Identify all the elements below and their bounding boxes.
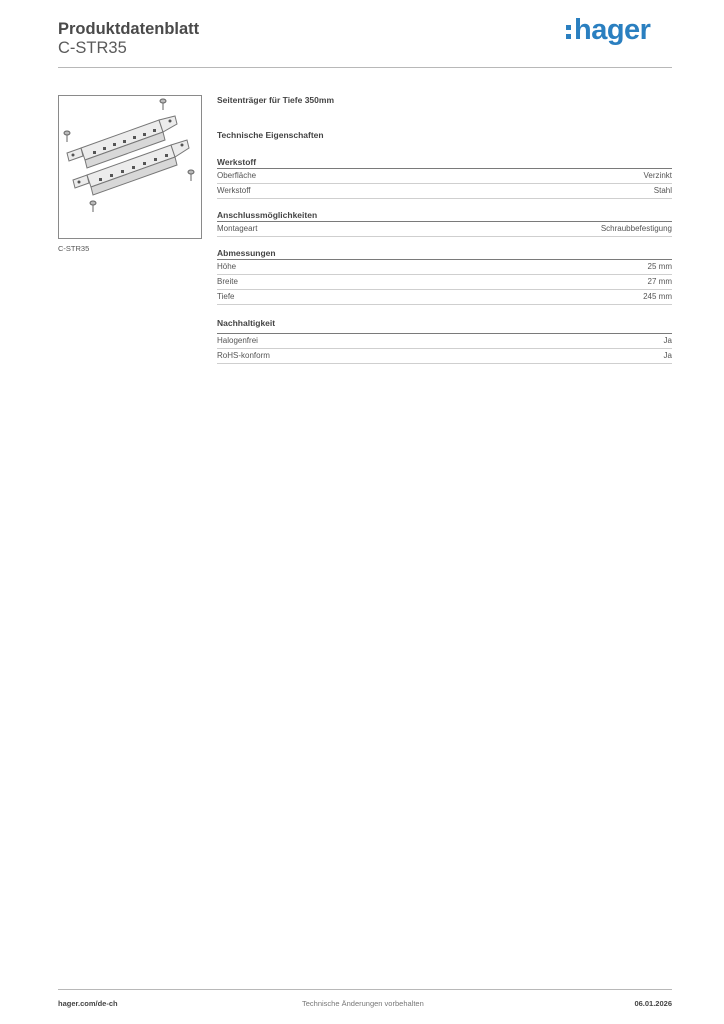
spec-label: Höhe (217, 262, 237, 271)
section-title: Abmessungen (217, 247, 672, 260)
spec-label: RoHS-konform (217, 351, 270, 360)
spec-value: Verzinkt (643, 171, 672, 180)
document-title: Produktdatenblatt (58, 20, 200, 38)
spec-row (217, 349, 672, 364)
footer-notice: Technische Änderungen vorbehalten (302, 999, 424, 1008)
spec-row (217, 334, 672, 349)
spec-value: Stahl (653, 186, 672, 195)
spec-value: 245 mm (643, 292, 672, 301)
spec-label: Tiefe (217, 292, 235, 301)
spec-value: Ja (663, 336, 672, 345)
spec-row (217, 222, 672, 237)
side-bracket-illustration (59, 96, 201, 238)
image-caption: C-STR35 (58, 244, 90, 253)
footer-website-link[interactable]: hager.com/de-ch (58, 999, 118, 1008)
spec-label: Montageart (217, 224, 258, 233)
technical-properties-heading: Technische Eigenschaften (217, 130, 324, 140)
logo-dots-icon (566, 22, 571, 40)
section-title: Werkstoff (217, 156, 672, 169)
spec-label: Werkstoff (217, 186, 251, 195)
product-image (58, 95, 202, 239)
footer-divider (58, 989, 672, 990)
spec-label: Oberfläche (217, 171, 257, 180)
section-nachhaltigkeit (217, 317, 672, 364)
section-title: Nachhaltigkeit (217, 317, 672, 334)
section-anschlussmoeglichkeiten (217, 209, 672, 237)
section-title: Anschlussmöglichkeiten (217, 209, 672, 222)
spec-label: Halogenfrei (217, 336, 258, 345)
spec-row (217, 290, 672, 305)
section-werkstoff (217, 156, 672, 199)
spec-row (217, 169, 672, 184)
spec-value: Ja (663, 351, 672, 360)
spec-label: Breite (217, 277, 238, 286)
product-code: C-STR35 (58, 39, 127, 57)
spec-row (217, 184, 672, 199)
section-abmessungen (217, 247, 672, 305)
footer-date: 06.01.2026 (634, 999, 672, 1008)
spec-value: Schraubbefestigung (600, 224, 672, 233)
product-title: Seitenträger für Tiefe 350mm (217, 95, 334, 105)
spec-row (217, 260, 672, 275)
spec-row (217, 275, 672, 290)
hager-logo[interactable]: hager (566, 14, 650, 47)
spec-value: 25 mm (647, 262, 672, 271)
spec-value: 27 mm (647, 277, 672, 286)
header-divider (58, 67, 672, 68)
